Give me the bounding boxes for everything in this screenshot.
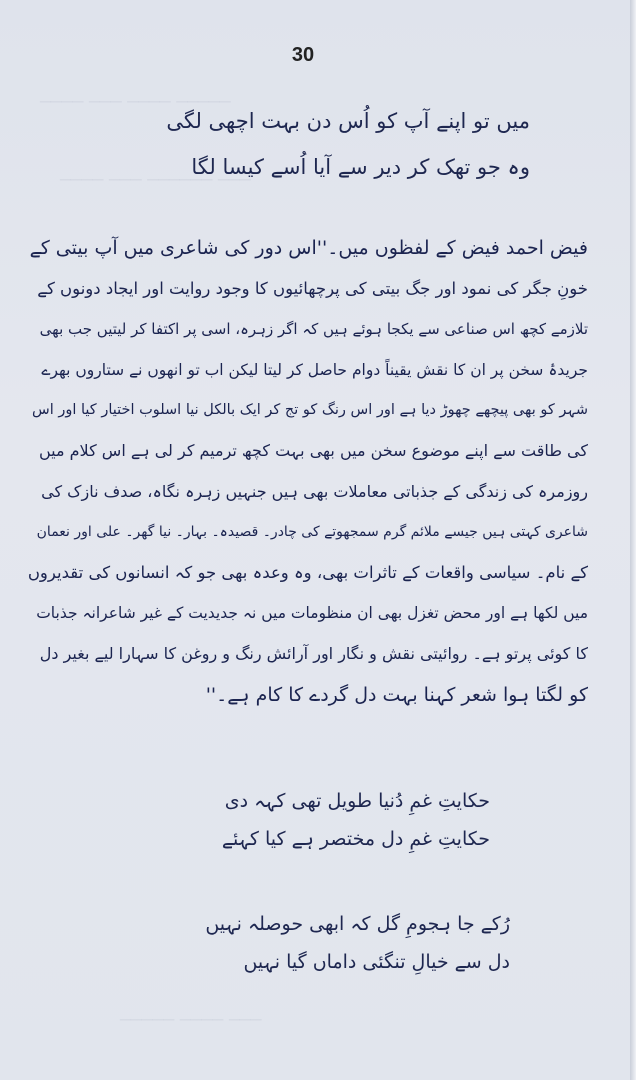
prose-line: خونِ جگر کی نمود اور جگ بیتی کی پرچھائیوں کا وجود روایت اور ایجاد دونوں کے (37, 278, 588, 298)
prose-line: روزمرہ کی زندگی کے جذباتی معاملات بھی ہیں جنہیں زہرہ نگاہ، صدف نازک کی (41, 481, 588, 501)
prose-line: شہر کو بھی پیچھے چھوڑ دیا ہے اور اس رنگ کو تج کر ایک بالکل نیا اسلوب اختیار کیا اور اس (32, 402, 588, 419)
prose-line: میں لکھا ہے اور محض تغزل بھی ان منظومات میں نہ جدیدیت کے غیر شاعرانہ جذبات (36, 604, 588, 623)
couplet-3 (185, 905, 510, 981)
prose-line: تلازمے کچھ اس صناعی سے یکجا ہوئے ہیں کہ اگر زہرہ، اسی پر اکتفا کر لیتیں جب بھی (39, 320, 588, 339)
verse-line: حکایتِ غمِ دل مختصر ہے کیا کہئے (221, 828, 490, 850)
prose-line: کی طاقت سے اپنے موضوع سخن میں بھی بہت کچھ ترمیم کر لی ہے اس کلام میں (38, 440, 588, 460)
couplet-2 (170, 782, 490, 858)
bleed-through-text: ──── ─── ──── ───── (40, 92, 231, 113)
prose-line: شاعری کہتی ہیں جیسے ملائم گرم سمجھوتے کی چادر۔ قصیدہ۔ بہار۔ نیا گھر۔ علی اور نعمان (36, 524, 588, 541)
couplet-1 (150, 98, 530, 190)
prose-line: کو لگتا ہوا شعر کہنا بہت دل گردے کا کام ہے۔'' (205, 683, 588, 706)
page-edge (630, 0, 636, 1080)
page-number: 30 (291, 44, 315, 66)
verse-line: رُکے جا ہجومِ گل کہ ابھی حوصلہ نہیں (205, 913, 510, 935)
prose-line: جریدۂ سخن پر ان کا نقش یقیناً دوام حاصل کر لیتا لیکن اب تو انھوں نے ستاروں بھرے (41, 360, 588, 379)
bleed-through-text: ──── ─── ────── ─── (60, 170, 251, 191)
bleed-through-text: ───── ──── ─── (120, 1010, 262, 1031)
prose-line: کے نام۔ سیاسی واقعات کے تاثرات بھی، وہ وعدہ بھی جو کہ انسانوں کی تقدیروں (28, 562, 588, 582)
verse-line: دل سے خیالِ تنگئی داماں گیا نہیں (243, 951, 510, 973)
prose-line: فیض احمد فیض کے لفظوں میں۔''اس دور کی شاعری میں آپ بیتی کے (29, 237, 588, 259)
verse-line: میں تو اپنے آپ کو اُس دن بہت اچھی لگی (166, 109, 530, 133)
prose-paragraph (28, 228, 588, 715)
prose-line: کا کوئی پرتو ہے۔ روائیتی نقش و نگار اور آرائش رنگ و روغن کا سہارا لیے بغیر دل (39, 643, 588, 663)
verse-line: وہ جو تھک کر دیر سے آیا اُسے کیسا لگا (191, 155, 530, 179)
verse-line: حکایتِ غمِ دُنیا طویل تھی کہہ دی (224, 790, 490, 812)
